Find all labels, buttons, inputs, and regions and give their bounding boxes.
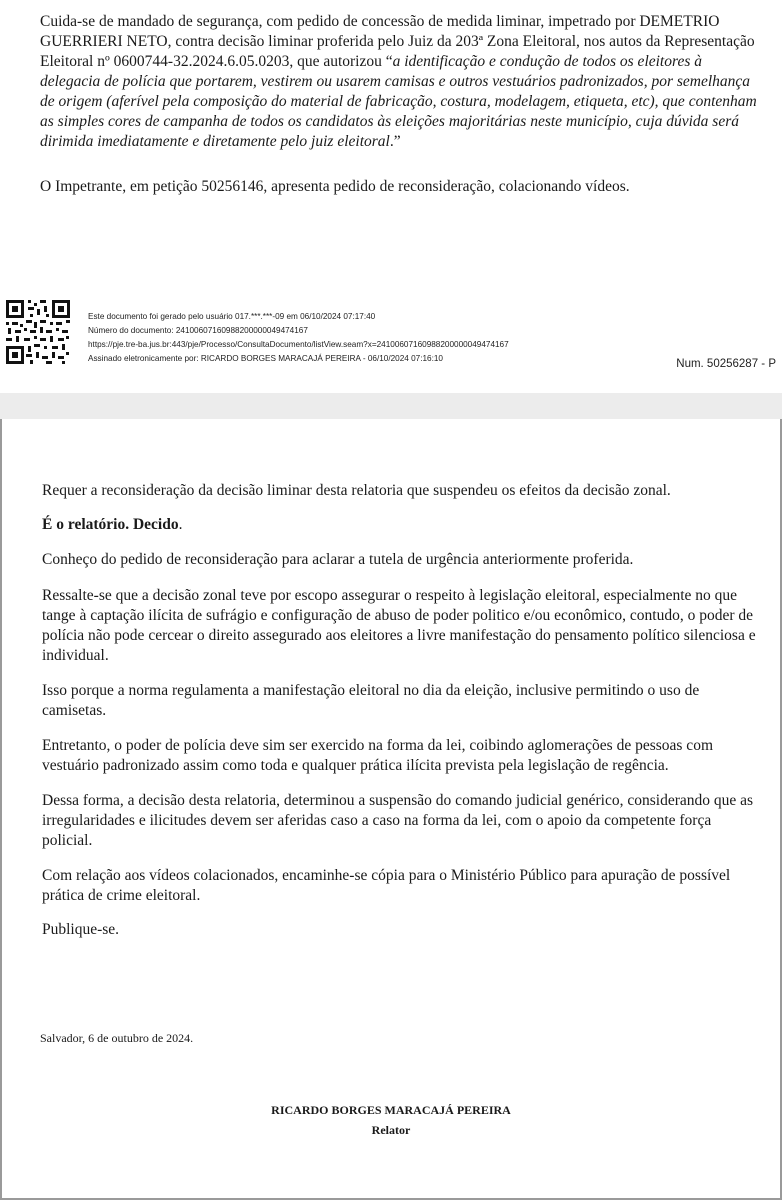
document-footer [6,300,776,370]
page-num-label: Num. 50256287 - P [676,358,776,370]
footer-document-number: Número do documento: 24100607160988200000049474167 [88,326,308,335]
paragraph-police-power: Entretanto, o poder de polícia deve sim ser exercido na forma da lei, coibindo aglomerações de pessoas com vestuário padronizado assim como toda e qualquer prática ilícita prevista pela legislação de regência. [42,737,713,774]
paragraph-request: Requer a reconsideração da decisão liminar desta relatoria que suspendeu os efeitos da decisão zonal. [42,482,671,499]
signer-name: RICARDO BORGES MARACAJÁ PEREIRA [271,1103,511,1117]
paragraph-publish: Publique-se. [42,921,120,938]
case-summary-text: Cuida-se de mandado de segurança, com pedido de concessão de medida liminar, impetrado por DEMETRIO GUERRIERI NETO, contra decisão liminar proferida pelo Juiz da 203ª Zona Eleitoral, nos autos da Representação Eleitoral nº 0600744-32.2024.6.05.0203, que autorizou “ [40,13,755,70]
paragraph-petition: O Impetrante, em petição 50256146, apresenta pedido de reconsideração, colacionando vídeos. [40,178,630,195]
paragraph-acknowledge: Conheço do pedido de reconsideração para aclarar a tutela de urgência anteriormente proferida. [42,551,634,568]
paragraph-videos: Com relação aos vídeos colacionados, encaminhe-se cópia para o Ministério Público para apuração de possível prática de crime eleitoral. [42,867,731,904]
paragraph-norm: Isso porque a norma regulamenta a manifestação eleitoral no dia da eleição, inclusive permitindo o uso de camisetas. [42,682,700,719]
paragraph-decision: Dessa forma, a decisão desta relatoria, determinou a suspensão do comando judicial genérico, considerando que as irregularidades e ilicitudes devem ser aferidas caso a caso na forma da lei, com o apoio da competente força policial. [42,792,754,849]
document-date: Salvador, 6 de outubro de 2024. [40,1031,194,1045]
footer-generated-line: Este documento foi gerado pelo usuário 017.***.***-09 em 06/10/2024 07:17:40 [88,312,376,321]
report-heading: É o relatório. Decido [42,516,179,533]
signer-role: Relator [371,1123,411,1137]
report-heading-end: . [178,516,183,533]
document-page-1 [0,0,782,393]
footer-metadata [88,310,509,366]
paragraph-case-summary [40,12,762,152]
quoted-decision-text: a identificação e condução de todos os eleitores à delegacia de polícia que portarem, vestirem ou usarem camisas e outros vestuários padronizados, por semelhança de origem (aferível pela composição do material de fabricação, costura, modelagem, etiqueta, etc), que contenham as simples cores de campanha de todos os candidatos às eleições majoritárias neste município, cuja dúvida será dirimida imediatamente e diretamente pelo juiz eleitoral [40,53,757,150]
page-separator [0,393,782,419]
footer-url: https://pje.tre-ba.jus.br:443/pje/Processo/ConsultaDocumento/listView.seam?x=24100607160988200000049474167 [88,340,509,349]
document-page-2 [0,419,782,1200]
paragraph-report [42,515,764,535]
footer-signed-line: Assinado eletronicamente por: RICARDO BORGES MARACAJÁ PEREIRA - 06/10/2024 07:16:10 [88,354,443,363]
paragraph-scope: Ressalte-se que a decisão zonal teve por escopo assegurar o respeito à legislação eleitoral, especialmente no que tange à captação ilícita de sufrágio e configuração de abuso de poder politico e/ou econômico, contudo, o poder de polícia não pode cercear o direito assegurado aos eleitores a livre manifestação do pensamento político silenciosa e individual. [42,587,756,664]
qr-code-icon [6,300,70,364]
quote-close: .” [389,133,401,150]
